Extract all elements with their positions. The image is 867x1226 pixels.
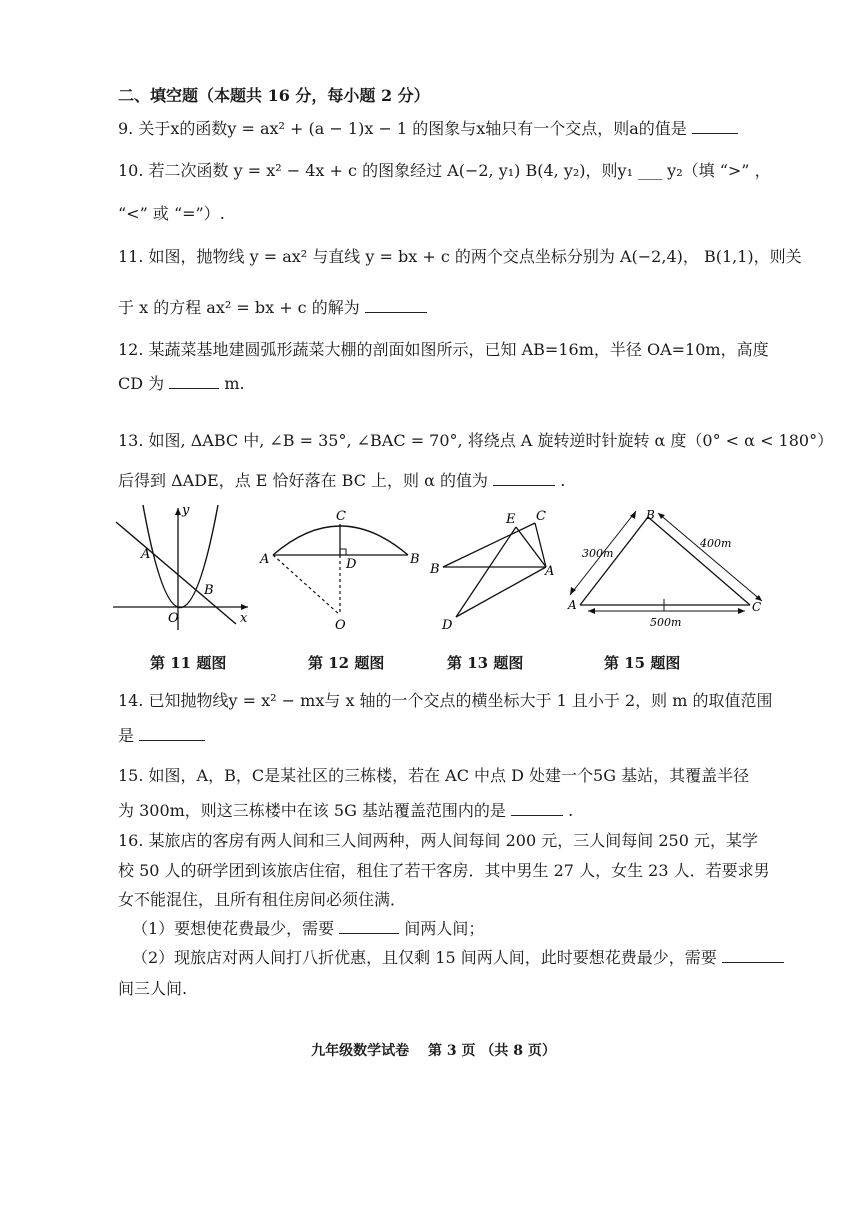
caption-fig12: 第 12 题图 xyxy=(308,654,385,672)
question-12-line2 xyxy=(118,373,245,395)
fig13-label-d: D xyxy=(442,618,453,633)
fig15-label-300m: 300m xyxy=(582,547,614,560)
question-15-line2 xyxy=(118,800,573,822)
fig11-label-y: y xyxy=(182,503,190,518)
question-15-line1: 15. 如图，A，B，C是某社区的三栋楼，若在 AC 中点 D 处建一个5G 基站，其覆盖半径 xyxy=(118,766,750,785)
fig12-label-b: B xyxy=(410,552,420,567)
q13-end: . xyxy=(560,471,566,490)
fig15-label-b: B xyxy=(646,508,655,522)
fig11-label-o: O xyxy=(168,611,179,626)
question-10-line1: 10. 若二次函数 y = x² − 4x + c 的图象经过 A(−2, y₁) B(4, y₂)，则y₁ ___ y₂（填 “>” ， xyxy=(118,161,771,180)
fig15-label-400m: 400m xyxy=(700,537,732,550)
question-11-line2 xyxy=(118,297,427,319)
figure-12 xyxy=(258,505,428,639)
fig13-label-c: C xyxy=(536,509,546,524)
fig13-label-e: E xyxy=(506,512,516,527)
caption-fig11: 第 11 题图 xyxy=(150,654,227,672)
question-16-line1: 16. 某旅店的客房有两人间和三人间两种，两人间每间 200 元，三人间每间 250 元，某学 xyxy=(118,831,758,850)
question-9 xyxy=(118,118,738,140)
figure-11 xyxy=(108,500,253,639)
q13-blank[interactable] xyxy=(493,471,555,486)
question-10-line2: “<” 或 “=”）. xyxy=(118,204,225,223)
q12-blank[interactable] xyxy=(169,374,219,389)
fig13-label-a: A xyxy=(545,564,555,579)
q11-text: 于 x 的方程 ax² = bx + c 的解为 xyxy=(118,298,360,317)
q13-text: 后得到 ΔADE，点 E 恰好落在 BC 上，则 α 的值为 xyxy=(118,471,489,490)
question-16-part2 xyxy=(132,947,784,969)
question-16-part1 xyxy=(132,918,484,940)
fig15-label-c: C xyxy=(752,600,762,614)
q9-blank[interactable] xyxy=(692,119,738,134)
question-13-line2 xyxy=(118,470,565,492)
fig12-label-o: O xyxy=(335,618,346,633)
question-11-line1: 11. 如图，抛物线 y = ax² 与直线 y = bx + c 的两个交点坐标分别为 A(−2,4)， B(1,1)，则关 xyxy=(118,247,802,266)
section-title: 二、填空题（本题共 16 分，每小题 2 分） xyxy=(118,86,430,105)
question-14-line1: 14. 已知抛物线y = x² − mx与 x 轴的一个交点的横坐标大于 1 且小于 2，则 m 的取值范围 xyxy=(118,691,773,710)
q16-1-blank[interactable] xyxy=(339,919,399,934)
fig12-label-d: D xyxy=(346,557,357,572)
figure-13 xyxy=(428,505,568,639)
q9-text: 9. 关于x的函数y = ax² + (a − 1)x − 1 的图象与x轴只有一个交点，则a的值是 xyxy=(118,119,687,138)
question-16-part2-end: 间三人间. xyxy=(118,979,188,998)
q14-blank[interactable] xyxy=(139,726,205,741)
q14-text: 是 xyxy=(118,726,135,745)
q12-unit: m. xyxy=(224,374,245,393)
fig11-label-b: B xyxy=(204,583,214,598)
question-16-line3: 女不能混住，且所有租住房间必须住满． xyxy=(118,890,407,909)
fig11-label-a: A xyxy=(141,547,151,562)
question-12-line1: 12. 某蔬菜基地建圆弧形蔬菜大棚的剖面如图所示，已知 AB=16m，半径 OA=10m，高度 xyxy=(118,340,769,359)
fig12-label-c: C xyxy=(336,509,346,524)
fig15-label-500m: 500m xyxy=(650,616,682,629)
q15-text: 为 300m，则这三栋楼中在该 5G 基站覆盖范围内的是 xyxy=(118,801,506,820)
q16-1-suffix: 间两人间； xyxy=(404,919,485,938)
fig13-label-b: B xyxy=(430,562,440,577)
q16-2-text: （2）现旅店对两人间打八折优惠，且仅剩 15 间两人间，此时要想花费最少，需要 xyxy=(132,948,717,967)
caption-fig15: 第 15 题图 xyxy=(604,654,681,672)
q11-blank[interactable] xyxy=(365,298,427,313)
q16-2-blank[interactable] xyxy=(722,948,784,963)
fig11-label-x: x xyxy=(240,611,248,626)
q12-text: CD 为 xyxy=(118,374,165,393)
caption-fig13: 第 13 题图 xyxy=(447,654,524,672)
figure-15 xyxy=(560,505,775,639)
fig12-label-a: A xyxy=(260,552,270,567)
question-16-line2: 校 50 人的研学团到该旅店住宿，租住了若干客房．其中男生 27 人，女生 23 人．若要求男 xyxy=(118,861,770,880)
q15-blank[interactable] xyxy=(511,801,563,816)
fig15-label-a: A xyxy=(568,598,577,612)
question-14-line2 xyxy=(118,725,205,747)
q15-end: . xyxy=(568,801,574,820)
page-footer: 九年级数学试卷 第 3 页 （共 8 页） xyxy=(311,1043,556,1059)
question-13-line1: 13. 如图, ΔABC 中, ∠B = 35°, ∠BAC = 70°, 将绕点 A 旋转逆时针旋转 α 度（0° < α < 180°） xyxy=(118,431,834,450)
q16-1-text: （1）要想使花费最少，需要 xyxy=(132,919,335,938)
